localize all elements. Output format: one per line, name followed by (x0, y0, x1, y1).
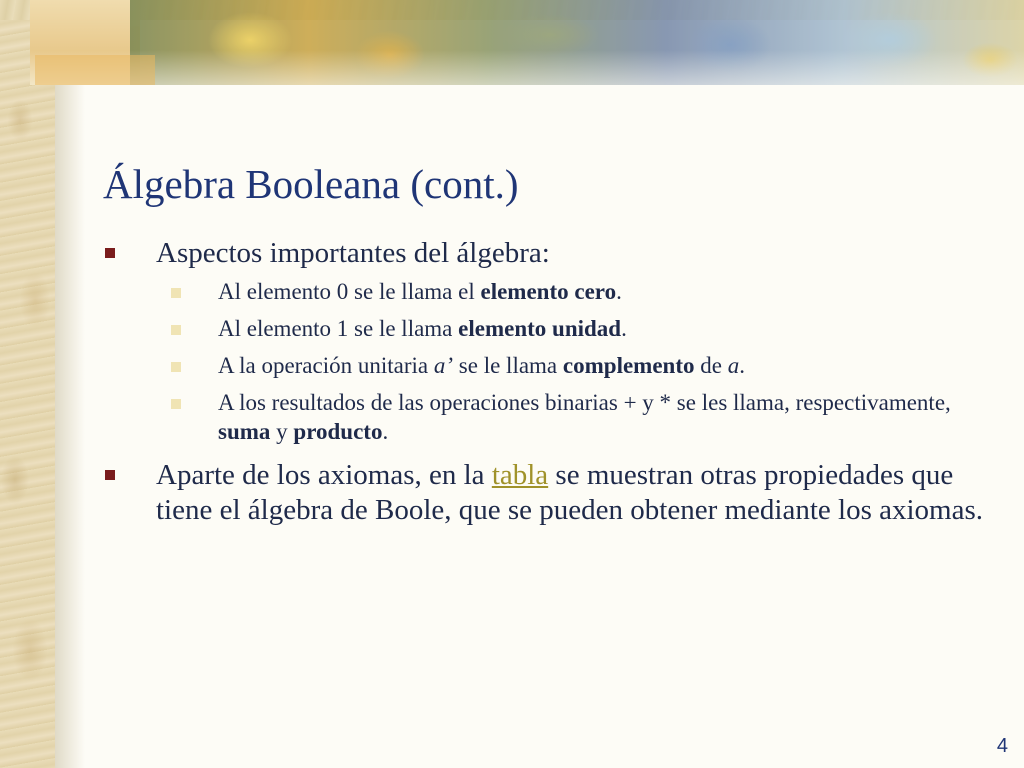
subitem-text: . (382, 419, 389, 444)
term-bold: producto (293, 419, 383, 444)
slide-title: Álgebra Booleana (cont.) (103, 161, 519, 207)
slide-content (105, 236, 985, 528)
page-number: 4 (996, 735, 1008, 757)
subitem-text: A los resultados de las operaciones binarias + y * se les llama, respectivamente, (218, 390, 951, 415)
corner-accent (35, 55, 155, 85)
bullet-item-aspects (105, 236, 985, 271)
term-bold: complemento (562, 353, 695, 378)
subitem-one (171, 314, 985, 343)
header-photo-fade (130, 50, 1024, 130)
subitem-text: se le llama (453, 353, 563, 378)
bullet-text: Aparte de los axiomas, en la (156, 459, 492, 491)
square-bullet-icon (171, 399, 181, 409)
variable-italic: a’ (433, 353, 454, 378)
bullet-item-axioms (105, 458, 985, 528)
subitem-text: . (621, 316, 627, 341)
variable-italic: a (727, 353, 740, 378)
subitem-text: . (616, 279, 622, 304)
square-bullet-icon (105, 470, 115, 480)
bullet-text: se muestran otras propiedades que tiene el álgebra de Boole, que se pueden obtener mediante los axiomas. (156, 459, 984, 526)
subitem-text: . (739, 353, 745, 378)
term-bold: elemento cero (480, 279, 617, 304)
term-bold: elemento unidad (458, 316, 622, 341)
subitem-text: de (694, 353, 728, 378)
square-bullet-icon (171, 288, 181, 298)
tabla-link[interactable]: tabla (491, 459, 549, 491)
square-bullet-icon (171, 362, 181, 372)
subitem-binary-ops (171, 388, 985, 446)
left-shadow (55, 0, 85, 768)
subitem-zero (171, 277, 985, 306)
subitem-text: Al elemento 1 se le llama (218, 316, 459, 341)
subitem-complement (171, 351, 985, 380)
square-bullet-icon (105, 248, 115, 258)
left-texture-strip (0, 0, 55, 768)
term-bold: suma (218, 419, 271, 444)
subitem-text: Al elemento 0 se le llama el (218, 279, 481, 304)
subitem-text: y (270, 419, 294, 444)
subitem-text: A la operación unitaria (218, 353, 434, 378)
bullet-text: Aspectos importantes del álgebra: (156, 237, 550, 269)
sublist-aspects (171, 277, 985, 446)
square-bullet-icon (171, 325, 181, 335)
